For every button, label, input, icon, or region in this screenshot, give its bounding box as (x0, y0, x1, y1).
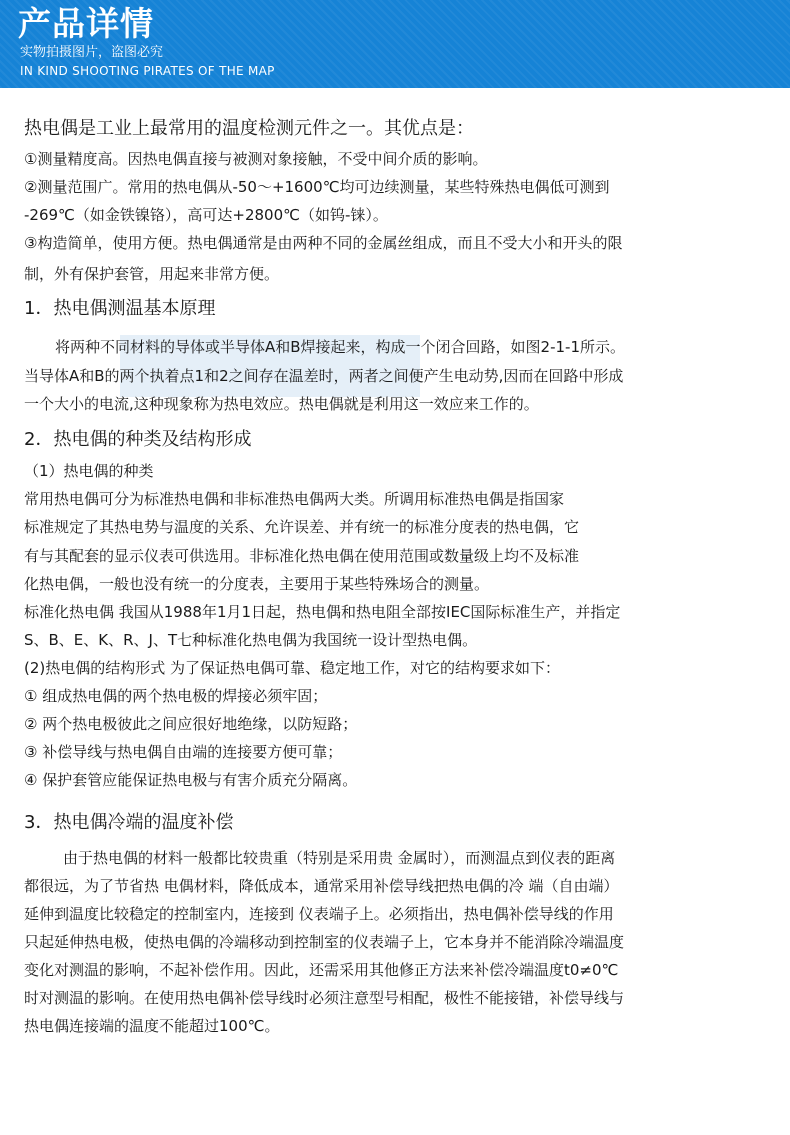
paragraph-line: 只起延伸热电极，使热电偶的冷端移动到控制室的仪表端子上，它本身并不能消除冷端温度 (24, 933, 625, 951)
paragraph-line: 变化对测温的影响，不起补偿作用。因此，还需采用其他修正方法来补偿冷端温度t0≠0℃ (24, 961, 619, 979)
header-title: 产品详情 (18, 4, 154, 43)
paragraph-line: 热电偶连接端的温度不能超过100℃。 (24, 1017, 280, 1035)
structure-item: ② 两个热电极彼此之间应很好地绝缘，以防短路； (24, 715, 358, 733)
paragraph-line: (2)热电偶的结构形式 为了保证热电偶可靠、稳定地工作，对它的结构要求如下： (24, 659, 561, 677)
paragraph-line: 将两种不同材料的导体或半导体A和B焊接起来，构成一个闭合回路，如图2-1-1所示。 (55, 338, 626, 356)
paragraph-line: 由于热电偶的材料一般都比较贵重（特别是采用贵 金属时），而测温点到仪表的距离 (63, 849, 616, 867)
paragraph-line: 标准规定了其热电势与温度的关系、允许误差、并有统一的标准分度表的热电偶，它 (24, 518, 580, 536)
advantage-line: ①测量精度高。因热电偶直接与被测对象接触，不受中间介质的影响。 (24, 150, 488, 168)
advantage-line: -269℃（如金铁镍铬），高可达+2800℃（如钨-铼）。 (24, 206, 388, 224)
header-subtitle-en: IN KIND SHOOTING PIRATES OF THE MAP (20, 64, 275, 78)
advantage-line: ③构造简单，使用方便。热电偶通常是由两种不同的金属丝组成，而且不受大小和开头的限 (24, 234, 623, 252)
paragraph-line: 有与其配套的显示仪表可供选用。非标准化热电偶在使用范围或数量级上均不及标准 (24, 547, 580, 565)
section2-heading: 2．热电偶的种类及结构形成 (24, 429, 252, 450)
structure-item: ④ 保护套管应能保证热电极与有害介质充分隔离。 (24, 771, 358, 789)
paragraph-line: 标准化热电偶 我国从1988年1月1日起，热电偶和热电阻全部按IEC国际标准生产，并指定 (24, 603, 621, 621)
header-banner (0, 0, 790, 88)
section3-heading: 3．热电偶冷端的温度补偿 (24, 812, 234, 833)
paragraph-line: 常用热电偶可分为标准热电偶和非标准热电偶两大类。所调用标准热电偶是指国家 (24, 490, 565, 508)
paragraph-line: 延伸到温度比较稳定的控制室内，连接到 仪表端子上。必须指出，热电偶补偿导线的作用 (24, 905, 614, 923)
section1-heading: 1．热电偶测温基本原理 (24, 298, 216, 319)
header-subtitle: 实物拍摄图片，盗图必究 (20, 45, 164, 60)
structure-item: ① 组成热电偶的两个热电极的焊接必须牢固； (24, 687, 328, 705)
intro-text: 热电偶是工业上最常用的温度检测元件之一。其优点是： (24, 118, 474, 139)
advantage-line: 制，外有保护套管，用起来非常方便。 (24, 265, 280, 283)
paragraph-line: S、B、E、K、R、J、T七种标准化热电偶为我国统一设计型热电偶。 (24, 631, 478, 649)
paragraph-line: 时对测温的影响。在使用热电偶补偿导线时必须注意型号相配，极性不能接错，补偿导线与 (24, 989, 625, 1007)
paragraph-line: 化热电偶，一般也没有统一的分度表，主要用于某些特殊场合的测量。 (24, 575, 490, 593)
section2-subheading: （1）热电偶的种类 (24, 462, 154, 480)
paragraph-line: 当导体A和B的两个执着点1和2之间存在温差时，两者之间便产生电动势,因而在回路中形成 (24, 367, 624, 385)
paragraph-line: 一个大小的电流,这种现象称为热电效应。热电偶就是利用这一效应来工作的。 (24, 395, 539, 413)
advantage-line: ②测量范围广。常用的热电偶从-50～+1600℃均可边续测量，某些特殊热电偶低可测到 (24, 178, 610, 196)
structure-item: ③ 补偿导线与热电偶自由端的连接要方便可靠； (24, 743, 343, 761)
paragraph-line: 都很远，为了节省热 电偶材料，降低成本，通常采用补偿导线把热电偶的冷 端（自由端） (24, 877, 619, 895)
